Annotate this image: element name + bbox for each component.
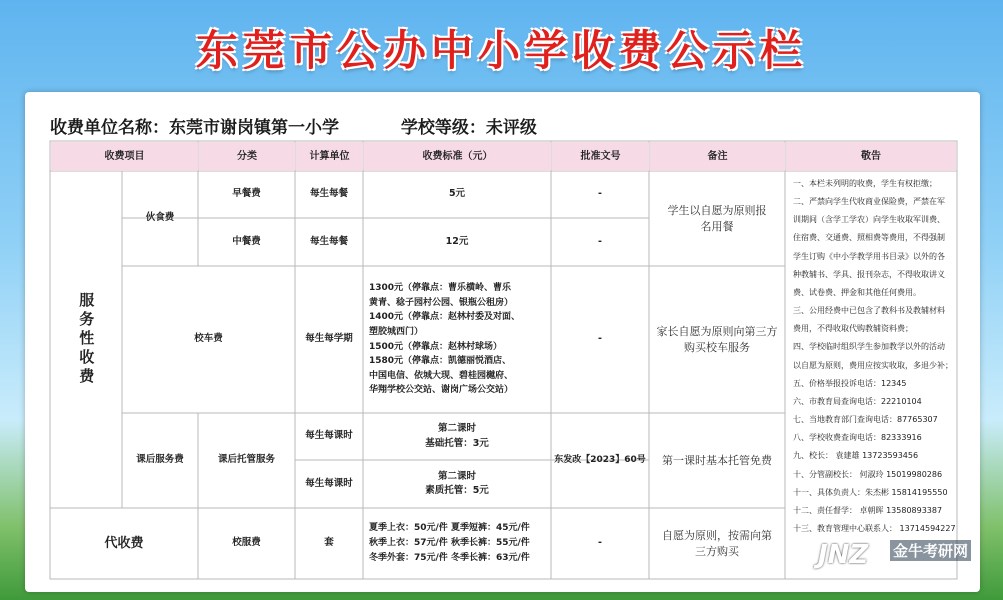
grade-label: 学校等级： bbox=[400, 118, 486, 138]
school-label: 收费单位名称： bbox=[50, 118, 169, 138]
notice-line: 住宿费、交通费、照相费等费用，不得强制 bbox=[793, 233, 945, 243]
breakfast-standard: 5元 bbox=[448, 188, 466, 200]
grade-value: 未评级 bbox=[485, 118, 537, 138]
bus-standard-line: 黄青、稔子园村公园、银瓶公租房） bbox=[369, 297, 514, 308]
banner-title: 东莞市公办中小学收费公示栏 bbox=[195, 26, 807, 75]
breakfast-unit: 每生每餐 bbox=[309, 188, 348, 200]
notice-line: 训期间（含学工学农）向学生收取军训费、 bbox=[793, 215, 945, 225]
notice-line: 费、试卷费、押金和其他任何费用。 bbox=[793, 287, 921, 297]
watermark-text: 金牛考研网 bbox=[890, 540, 971, 561]
watermark-domain: .COM bbox=[896, 560, 937, 573]
after-school-unit-basic: 每生每课时 bbox=[305, 430, 353, 442]
notice-line: 十一、具体负责人：朱杰彬 15814195550 bbox=[793, 487, 948, 497]
uniform-unit: 套 bbox=[324, 537, 334, 549]
meal-note-text: 学生以自愿为原则报名用餐 bbox=[667, 204, 767, 233]
after-school-standard-quality bbox=[363, 460, 551, 508]
bus-note bbox=[655, 266, 779, 413]
after-school-standard-basic bbox=[363, 413, 551, 460]
notice-line: 九、校长： 袁建雄 13723593456 bbox=[793, 451, 919, 461]
notice-line: 十三、教育管理中心联系人： 13714594227 bbox=[793, 523, 956, 533]
bus-standard-line: 塑胶城西门） bbox=[369, 326, 424, 337]
bus-standard-line: 中国电信、依城大现、碧桂园樾府、 bbox=[369, 370, 514, 381]
bus-unit: 每生每学期 bbox=[305, 333, 353, 345]
uniform-price-line: 秋季上衣：57元/件 秋季长裤：55元/件 bbox=[369, 538, 530, 549]
bus-standard-line: 1500元（停靠点：赵林村球场） bbox=[369, 341, 503, 352]
service-fee-group bbox=[50, 171, 122, 508]
bus-name: 校车费 bbox=[194, 333, 223, 345]
notice-line: 一、本栏未列明的收费，学生有权拒缴； bbox=[793, 179, 937, 188]
bus-standard bbox=[363, 266, 551, 413]
bus-standard-line: 华翔学校公交站、谢岗广场公交站） bbox=[369, 385, 514, 396]
uniform-standard bbox=[363, 508, 551, 579]
meal-note bbox=[664, 171, 770, 266]
collection-fee-group: 代收费 bbox=[104, 535, 144, 551]
breakfast-name: 早餐费 bbox=[232, 188, 261, 200]
header-remark: 备注 bbox=[650, 142, 785, 171]
notice-line: 十二、责任督学： 卓朝晖 13580893387 bbox=[793, 505, 943, 515]
bus-approval: - bbox=[598, 333, 602, 345]
bus-note-text: 家长自愿为原则向第三方购买校车服务 bbox=[656, 325, 778, 354]
watermark-logo: JNZ bbox=[818, 540, 869, 570]
service-fee-label: 服务性收费 bbox=[77, 292, 96, 387]
bus-standard-line: 1400元（停靠点：赵林村委及对面、 bbox=[369, 312, 521, 323]
header-standard: 收费标准（元） bbox=[364, 142, 551, 171]
quality-period-label: 第二课时 bbox=[437, 470, 476, 482]
lunch-unit: 每生每餐 bbox=[309, 235, 348, 247]
notice-line: 二、严禁向学生代收商业保险费，严禁在军 bbox=[793, 197, 945, 207]
breakfast-approval: - bbox=[598, 188, 602, 200]
after-school-note: 第一课时基本托管免费 bbox=[662, 453, 772, 467]
header-notice: 敬告 bbox=[786, 142, 956, 171]
bus-standard-line: 1580元（停靠点：凯德丽悦酒店、 bbox=[369, 356, 512, 367]
notice-line: 种教辅书、学具、报刊杂志，不得收取讲义 bbox=[793, 269, 945, 279]
notice-line: 五、价格举报投诉电话：12345 bbox=[793, 378, 907, 388]
bus-standard-line: 1300元（停靠点：曹乐横岭、曹乐 bbox=[369, 283, 512, 294]
notice-list bbox=[789, 171, 957, 579]
notice-line: 六、市教育局查询电话：22210104 bbox=[793, 396, 922, 406]
lunch-approval: - bbox=[598, 235, 602, 247]
notice-line: 十、分管副校长： 何淑玲 15019980286 bbox=[793, 469, 943, 479]
notice-line: 学生订购《中小学教学用书目录》以外的各 bbox=[793, 251, 945, 261]
notice-line: 以自愿为原则，费用应按实收取，多退少补； bbox=[793, 360, 953, 370]
basic-period-label: 第二课时 bbox=[437, 423, 476, 435]
school-name: 东莞市谢岗镇第一小学 bbox=[169, 118, 339, 138]
notice-line: 八、学校收费查询电话：82333916 bbox=[793, 433, 922, 443]
uniform-price-line: 夏季上衣：50元/件 夏季短裤：45元/件 bbox=[369, 523, 530, 534]
watermark bbox=[818, 540, 969, 573]
lunch-name: 中餐费 bbox=[232, 235, 261, 247]
uniform-note bbox=[657, 508, 777, 579]
notice-line: 三、公用经费中已包含了教科书及教辅材料 bbox=[793, 306, 945, 316]
uniform-note-text: 自愿为原则，按需向第三方购买 bbox=[662, 529, 772, 558]
header-category: 分类 bbox=[199, 142, 295, 171]
header-item: 收费项目 bbox=[51, 142, 198, 171]
notice-line: 费用，不得收取代购教辅资料费； bbox=[793, 324, 913, 334]
uniform-category: 校服费 bbox=[232, 537, 261, 549]
uniform-approval: - bbox=[598, 537, 602, 549]
notice-line: 四、学校临时组织学生参加教学以外的活动 bbox=[793, 342, 945, 352]
lunch-standard: 12元 bbox=[445, 235, 469, 247]
after-school-item: 课后服务费 bbox=[136, 454, 184, 466]
header-approval: 批准文号 bbox=[552, 142, 649, 171]
meal-item: 伙食费 bbox=[145, 212, 175, 224]
uniform-price-line: 冬季外套：75元/件 冬季长裤：63元/件 bbox=[369, 552, 530, 563]
after-school-category: 课后托管服务 bbox=[217, 454, 275, 466]
quality-care-price: 素质托管：5元 bbox=[425, 485, 489, 496]
after-school-unit-quality: 每生每课时 bbox=[305, 477, 353, 489]
notice-line: 七、当地教育部门查询电话：87765307 bbox=[793, 415, 938, 425]
after-school-approval: 东发改【2023】60号 bbox=[554, 454, 646, 465]
basic-care-price: 基础托管：3元 bbox=[425, 437, 489, 449]
header-unit: 计算单位 bbox=[296, 142, 363, 171]
